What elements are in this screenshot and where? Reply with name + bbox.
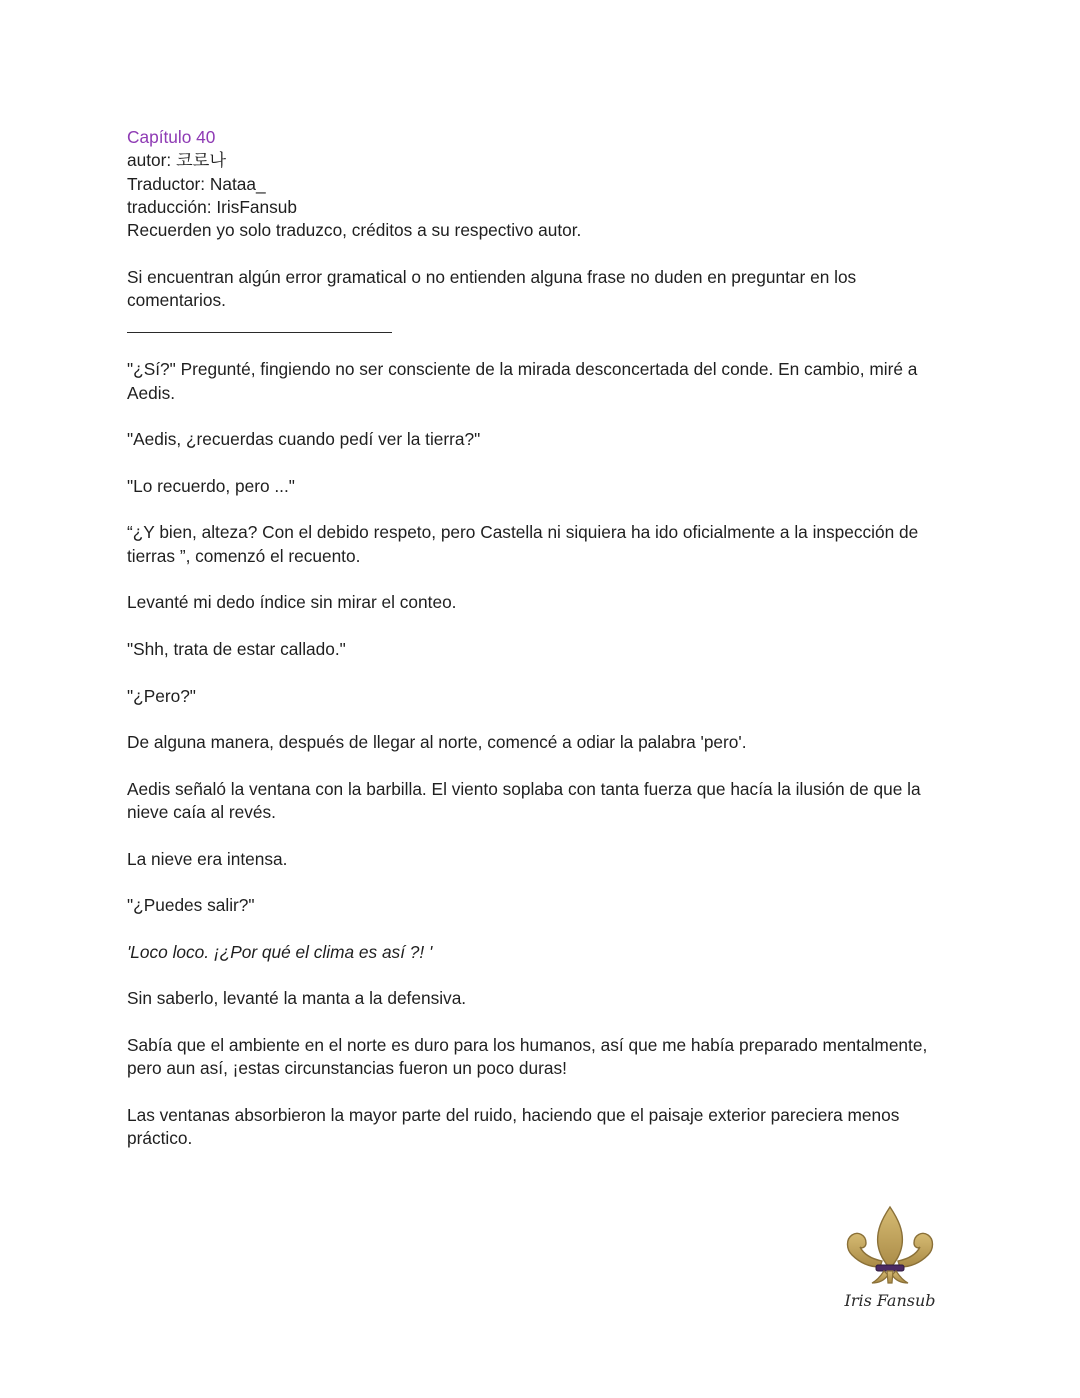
paragraph: La nieve era intensa. [127, 848, 288, 869]
iris-fansub-logo [840, 1205, 940, 1315]
logo-text: Iris Fansub [844, 1291, 936, 1310]
paragraph: "Lo recuerdo, pero ..." [127, 475, 295, 496]
translation-group-line: traducción: IrisFansub [127, 196, 298, 217]
paragraph: “¿Y bien, alteza? Con el debido respeto, pero Castella ni siquiera ha ido oficialmente a la inspección de tierras ”, comenzó el recuento. [127, 522, 919, 566]
paragraph: Aedis señaló la ventana con la barbilla. El viento soplaba con tanta fuerza que hacía la ilusión de que la nieve caía al revés. [127, 778, 921, 823]
paragraph: Levanté mi dedo índice sin mirar el conteo. [127, 592, 457, 613]
chapter-title: Capítulo 40 [127, 127, 216, 147]
document-page [127, 126, 957, 1150]
paragraph: Sin saberlo, levanté la manta a la defensiva. [127, 988, 467, 1009]
paragraph: "¿Sí?" Pregunté, fingiendo no ser consciente de la mirada desconcertada del conde. En cambio, miré a Aedis. [127, 359, 918, 403]
fleur-de-lis-icon [840, 1205, 940, 1291]
paragraph: Sabía que el ambiente en el norte es duro para los humanos, así que me había preparado mentalmente, pero aun así, ¡estas circunstancias fueron un poco duras! [127, 1034, 928, 1079]
paragraph: De alguna manera, después de llegar al norte, comencé a odiar la palabra 'pero'. [127, 732, 747, 753]
author-line: autor: 코로나 [127, 150, 227, 171]
paragraph: "Shh, trata de estar callado." [127, 638, 346, 659]
paragraph: "¿Puedes salir?" [127, 895, 255, 916]
paragraph: "Aedis, ¿recuerdas cuando pedí ver la tierra?" [127, 429, 481, 450]
credits-line: Recuerden yo solo traduzco, créditos a su respectivo autor. [127, 220, 582, 241]
paragraph-italic-thought: 'Loco loco. ¡¿Por qué el clima es así ?! ' [127, 941, 433, 962]
translator-note: Si encuentran algún error gramatical o no entienden alguna frase no duden en preguntar en los comentarios. [127, 266, 857, 311]
paragraph: "¿Pero?" [127, 685, 196, 706]
translator-line: Traductor: Nataa_ [127, 173, 266, 194]
separator-line [127, 332, 392, 333]
paragraph: Las ventanas absorbieron la mayor parte del ruido, haciendo que el paisaje exterior pareciera menos práctico. [127, 1104, 900, 1149]
